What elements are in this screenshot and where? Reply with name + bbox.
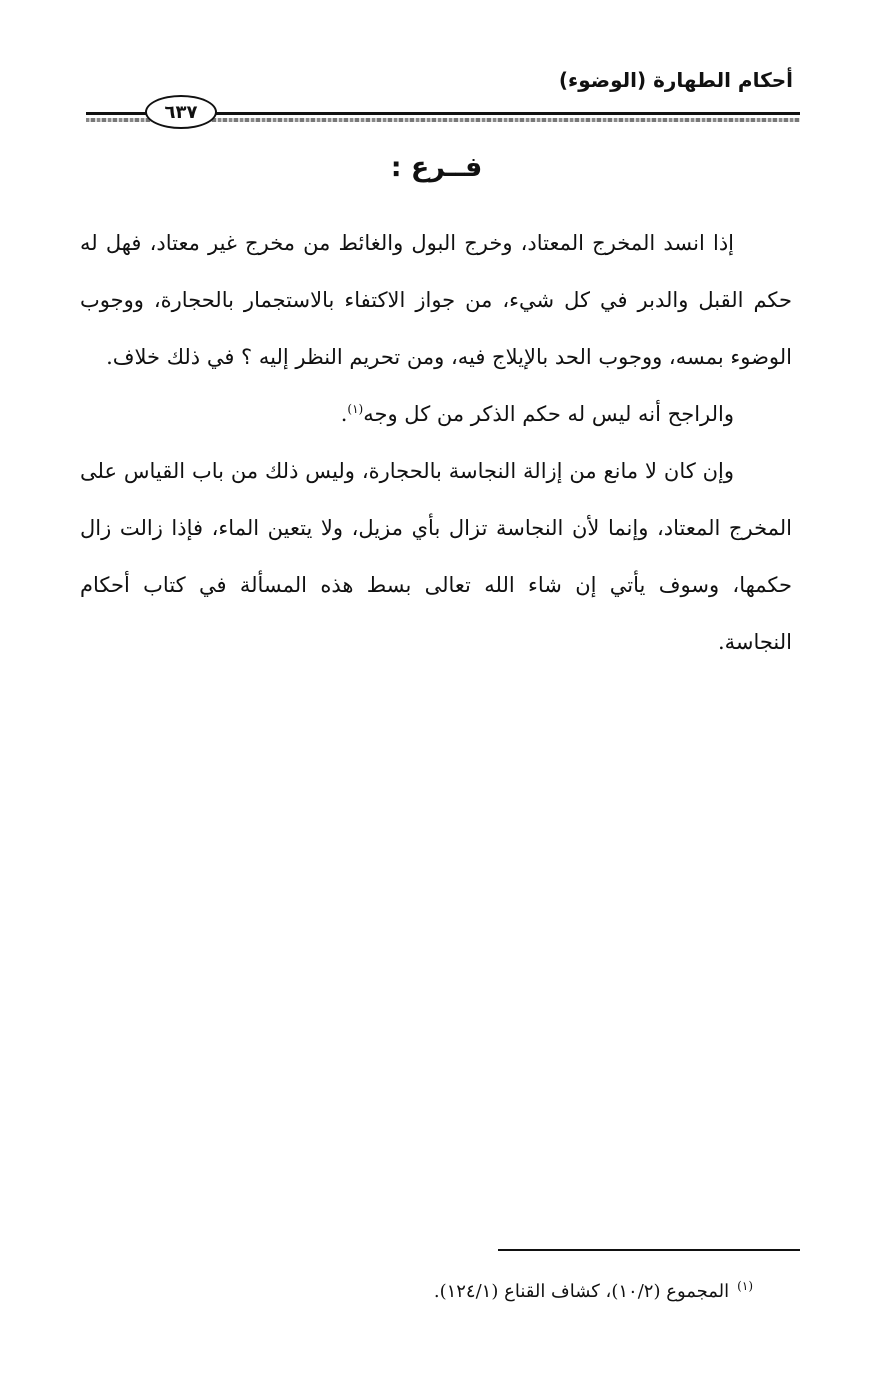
page-number-badge [145, 95, 217, 129]
footnote-text: المجموع (١٠/٢)، كشاف القناع (١٢٤/١). [433, 1281, 730, 1302]
footnote-marker: (١) [737, 1279, 753, 1293]
footnote-separator [498, 1249, 800, 1251]
footnote-reference[interactable]: (١) [347, 402, 364, 416]
body-text [80, 215, 792, 671]
paragraph [80, 215, 792, 386]
paragraph-text-end: . [340, 402, 348, 426]
footnote [434, 1277, 753, 1307]
page-number: ٦٣٧ [164, 101, 198, 123]
paragraph-text: إذا انسد المخرج المعتاد، وخرج البول والغائط من مخرج غير معتاد، فهل له حكم القبل والدبر في كل شيء، من جواز الاكتفاء بالاستجمار بالحجارة، ووجوب الوضوء بمسه، ووجوب الحد بالإيلاج فيه، ومن تحريم النظر إليه ؟ في ذلك خلاف. [80, 231, 792, 369]
paragraph [80, 386, 792, 443]
section-heading: فــرع : [390, 152, 483, 183]
running-header-title: أحكام الطهارة (الوضوء) [558, 68, 793, 92]
paragraph-text: والراجح أنه ليس له حكم الذكر من كل وجه [363, 402, 734, 426]
paragraph-text: وإن كان لا مانع من إزالة النجاسة بالحجارة، وليس ذلك من باب القياس على المخرج المعتاد، وإنما لأن النجاسة تزال بأي مزيل، ولا يتعين الماء، فإذا زالت زال حكمها، وسوف يأتي إن شاء الله تعالى بسط هذه المسألة في كتاب أحكام النجاسة. [80, 459, 792, 654]
paragraph [80, 443, 792, 671]
